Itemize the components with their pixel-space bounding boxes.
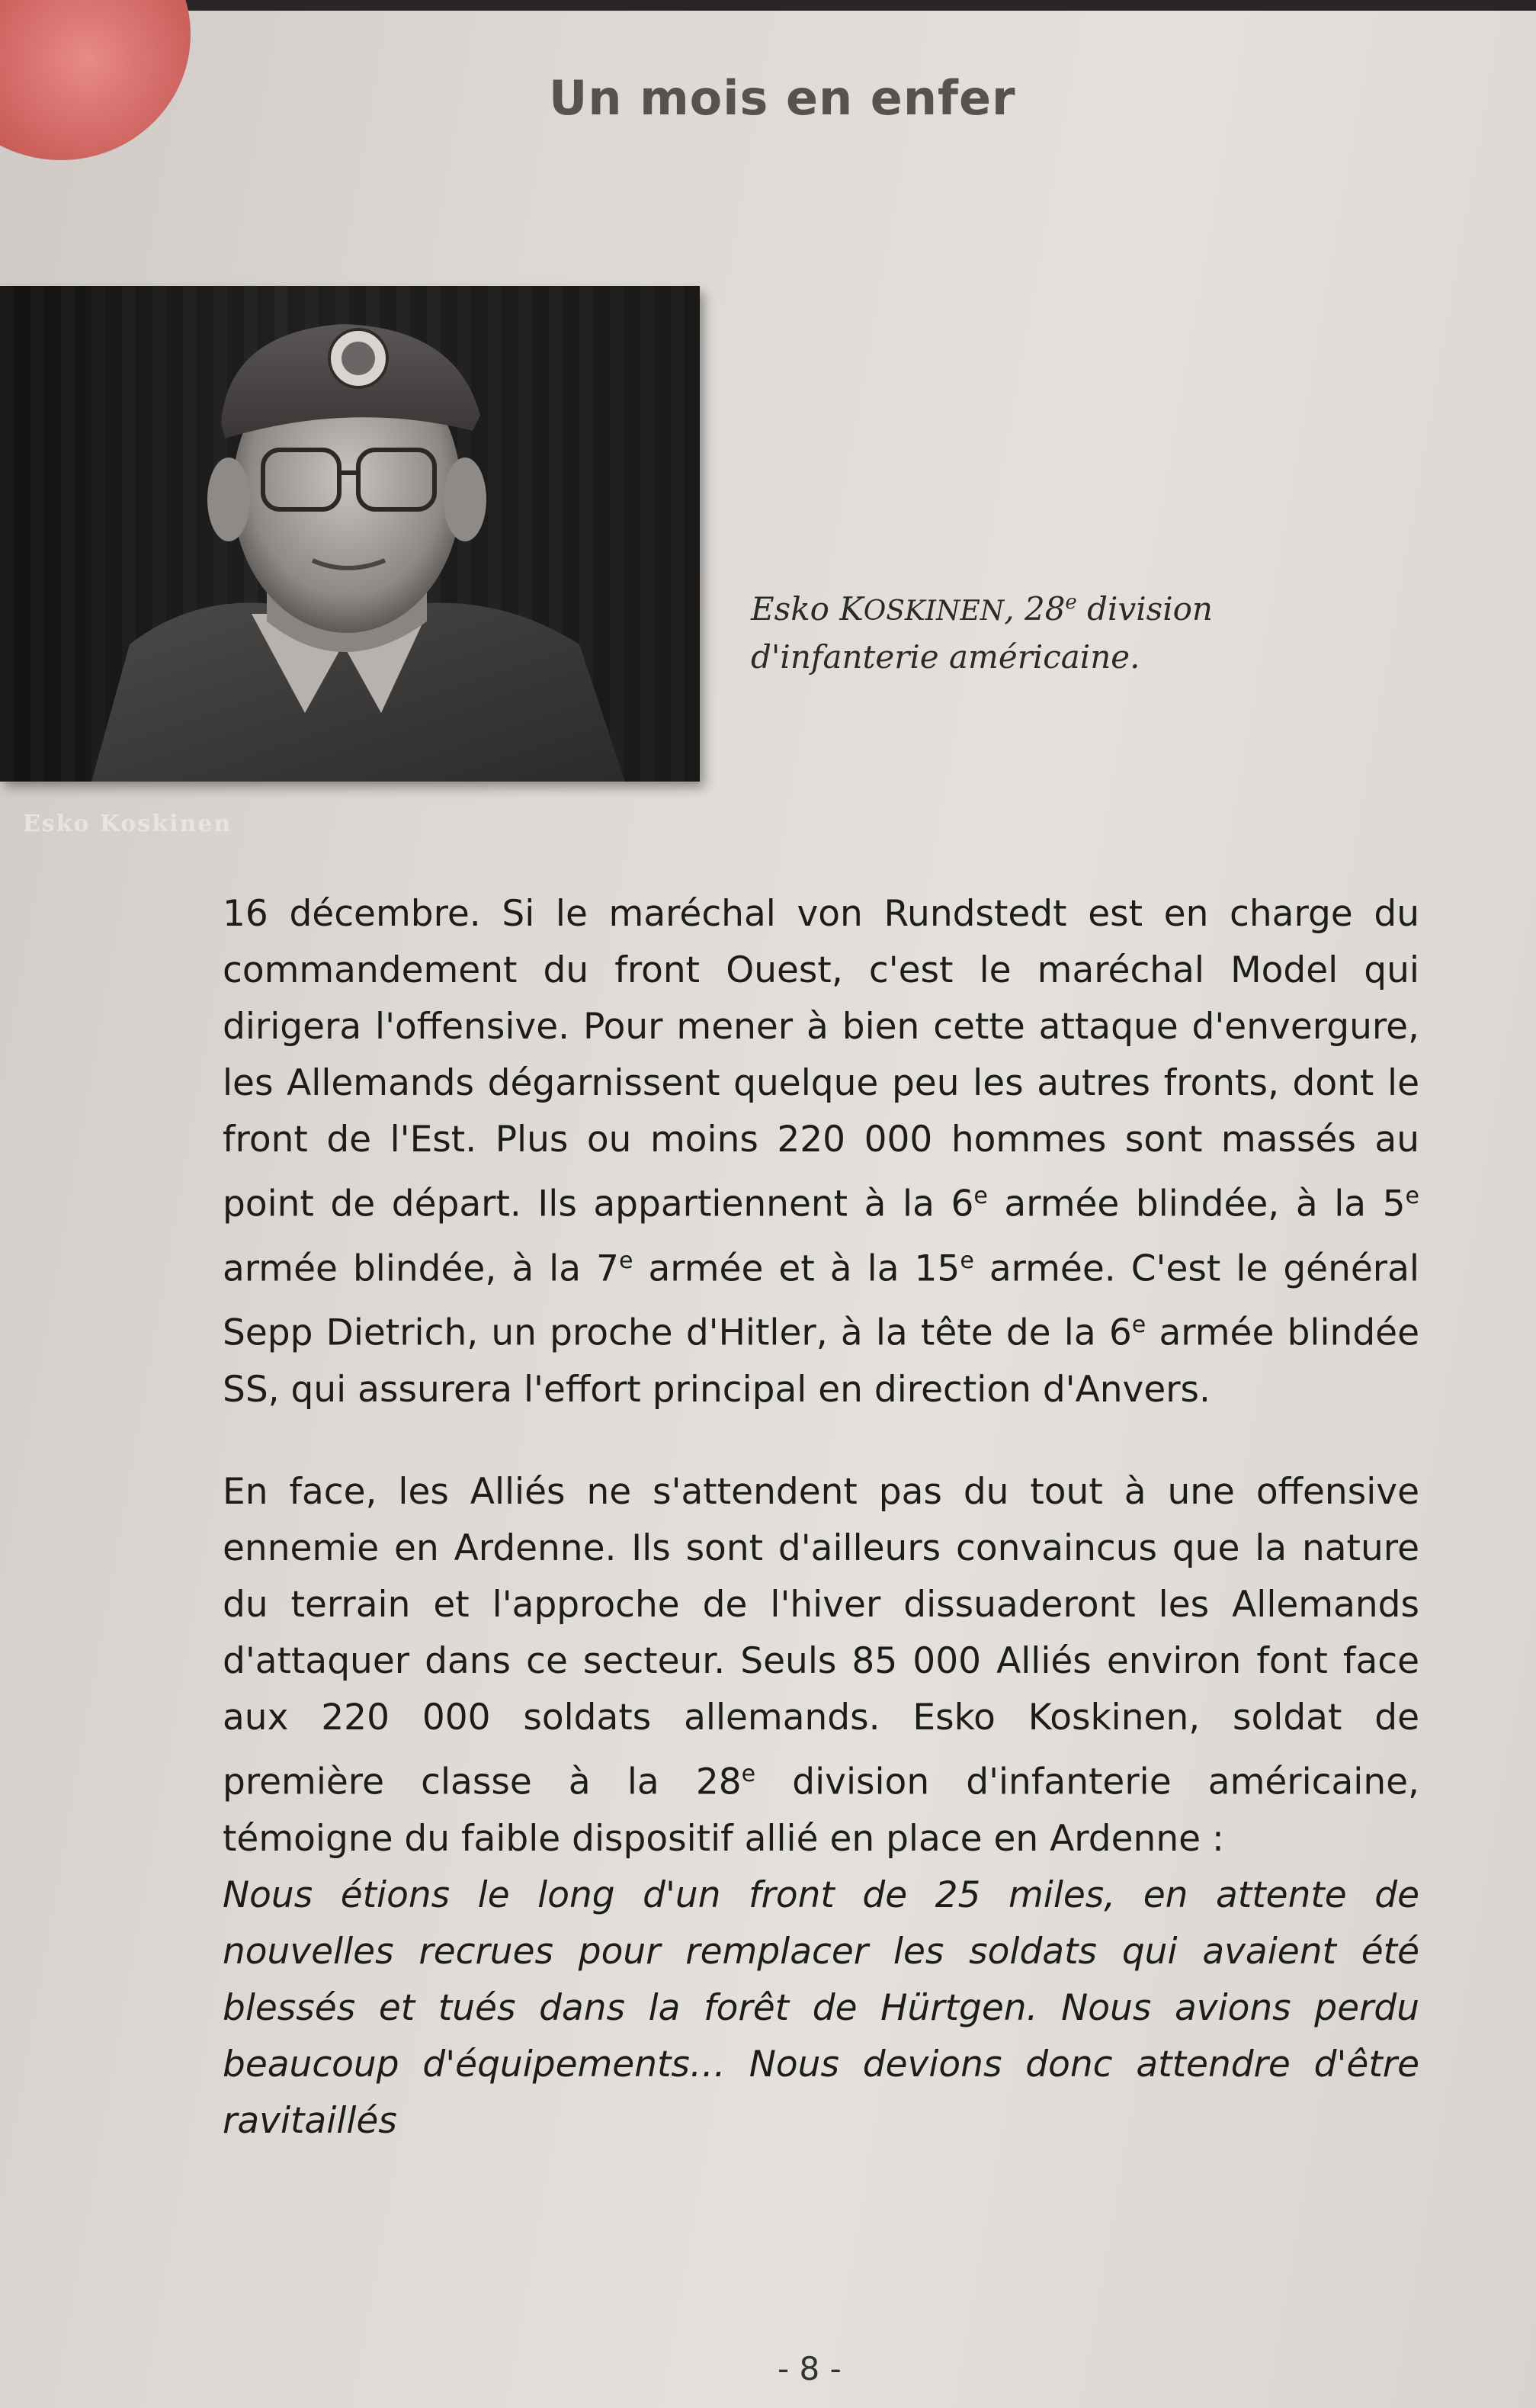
superscript: e [1405,1183,1419,1209]
caption-surname: OSKINEN [863,596,1005,627]
paragraph-1-text: armée et à la 15 [633,1247,960,1290]
caption-line-1 [751,580,1330,634]
body-text [223,886,1419,2150]
caption-division-word: division [1076,590,1213,628]
photo-label: Esko Koskinen [23,811,232,837]
caption-line-2: d'infanterie américaine. [751,638,1140,676]
superscript: e [973,1183,988,1209]
paragraph-1-text: 16 décembre. Si le maréchal von Rundstedt est en charge du commandement du front Ouest, c'est le maréchal Model qui dirigera l'offensive. Pour mener à bien cette attaque d'envergure, les Allemands dégarnissent quelque peu les autres fronts, dont le front de l'Est. Plus ou moins 220 000 hommes sont massés au point de départ. Ils appartiennent à la 6 [223,893,1419,1225]
superscript: e [741,1760,756,1787]
testimony-quote: Nous étions le long d'un front de 25 miles, en attente de nouvelles recrues pour remplacer les soldats qui avaient été blessés et tués dans la forêt de Hürtgen. Nous avions perdu beaucoup d'équipements… Nous devions donc attendre d'être ravitaillés [223,1873,1419,2142]
paragraph-1-text: armée blindée, à la 7 [223,1247,619,1290]
chapter-title: Un mois en enfer [549,70,1016,126]
caption-superscript: e [1065,591,1077,614]
paragraph-1-text: armée. C'est le général Sepp Dietrich, un proche d'Hitler, à la tête de la 6 [223,1247,1419,1354]
superscript: e [960,1247,974,1274]
paragraph-2 [223,1464,1419,1867]
veteran-portrait-illustration [0,286,700,782]
paragraph-1-text: armée blindée SS, qui assurera l'effort principal en direction d'Anvers. [223,1312,1419,1411]
thumb-shape [0,0,191,160]
caption-name-part: Esko K [751,590,864,628]
caption-division-number: , 28 [1004,590,1066,628]
paragraph-1 [223,886,1419,1418]
paragraph-2-text: division d'infanterie américaine, témoigne du faible dispositif allié en place en Ardenne : [223,1761,1419,1860]
page-number: - 8 - [778,2350,842,2387]
paragraph-2-text: En face, les Alliés ne s'attendent pas du tout à une offensive ennemie en Ardenne. Ils sont d'ailleurs convaincus que la nature du terrain et l'approche de l'hiver dissuaderont les Allemands d'attaquer dans ce secteur. Seuls 85 000 Alliés environ font face aux 220 000 soldats allemands. Esko Koskinen, soldat de première classe à la 28 [223,1470,1419,1803]
photo-caption [751,580,1330,680]
page-top-edge [0,0,1536,11]
superscript: e [618,1247,633,1274]
paragraph-1-text: armée blindée, à la 5 [987,1183,1406,1225]
superscript: e [1131,1312,1146,1339]
portrait-photo [0,286,700,837]
